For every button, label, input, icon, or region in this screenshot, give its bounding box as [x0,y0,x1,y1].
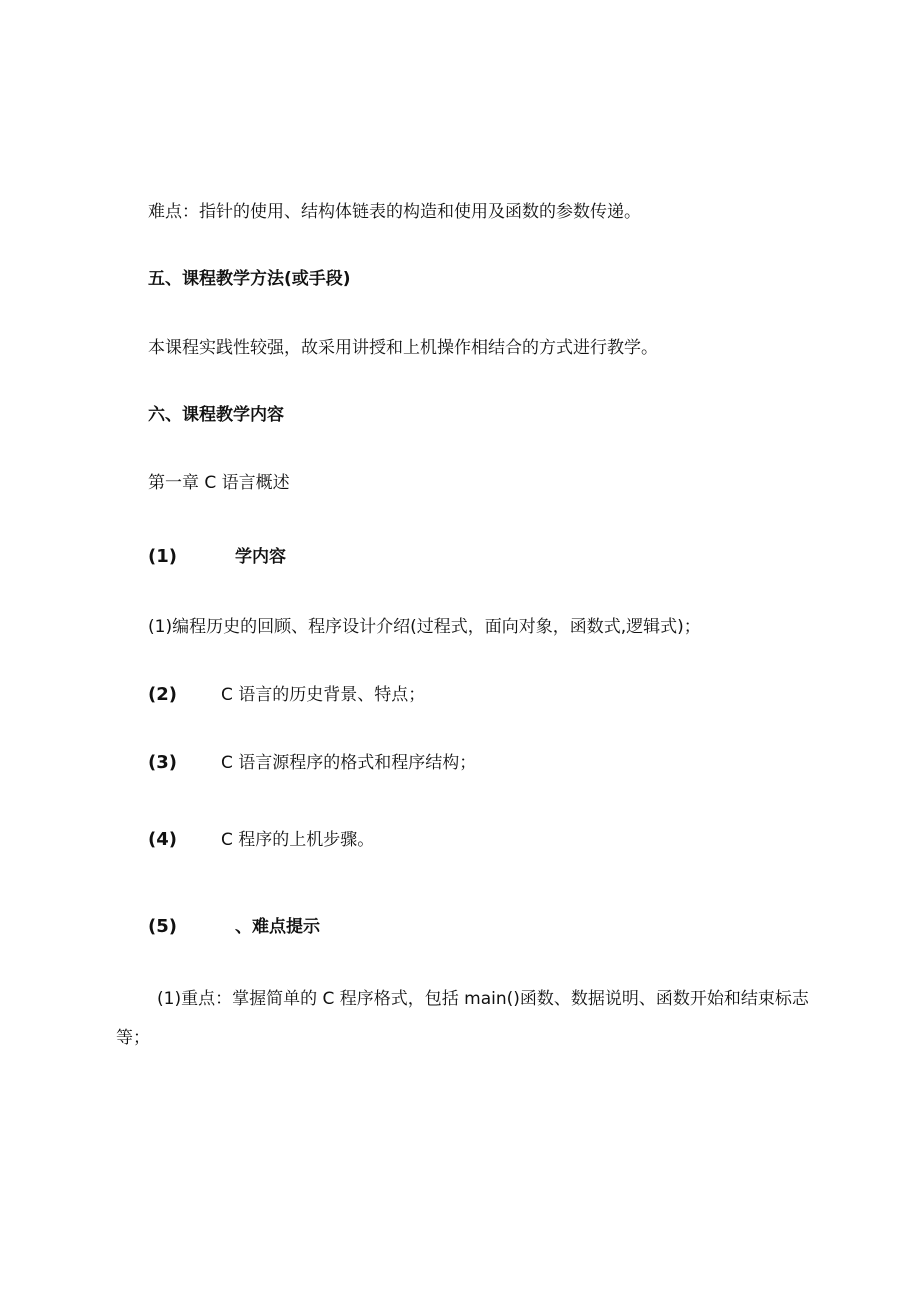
list-item-text: C 语言的历史背景、特点； [220,685,426,705]
list-item-text: C 程序的上机步骤。 [220,830,375,850]
list-item-2 [148,684,425,706]
section6-heading: 六、课程教学内容 [148,405,284,425]
list-item-text: 学内容 [234,547,286,567]
list-item-text: 、难点提示 [234,917,320,937]
list-item-number: (1) [148,546,177,567]
list-item-number: (2) [148,684,177,705]
list-item-number: (4) [148,829,177,850]
list-item-1 [148,546,286,568]
list-item-number: (3) [148,752,177,773]
difficulty-text: 难点：指针的使用、结构体链表的构造和使用及函数的参数传递。 [148,202,641,222]
subitem-1: (1)编程历史的回顾、程序设计介绍(过程式，面向对象，函数式,逻辑式)； [148,617,701,637]
list-item-5 [148,916,320,938]
list-item-number: (5) [148,916,177,937]
list-item-3 [148,752,476,774]
keypoint-line-1: (1)重点：掌握简单的 C 程序格式，包括 main()函数、数据说明、函数开始和结束标志 [157,989,809,1009]
list-item-text: C 语言源程序的格式和程序结构； [220,753,477,773]
chapter1-title: 第一章 C 语言概述 [148,473,290,493]
keypoint-line-2: 等； [116,1028,150,1048]
section5-body: 本课程实践性较强，故采用讲授和上机操作相结合的方式进行教学。 [148,338,658,358]
list-item-4 [148,829,374,851]
section5-heading: 五、课程教学方法(或手段) [148,269,351,289]
